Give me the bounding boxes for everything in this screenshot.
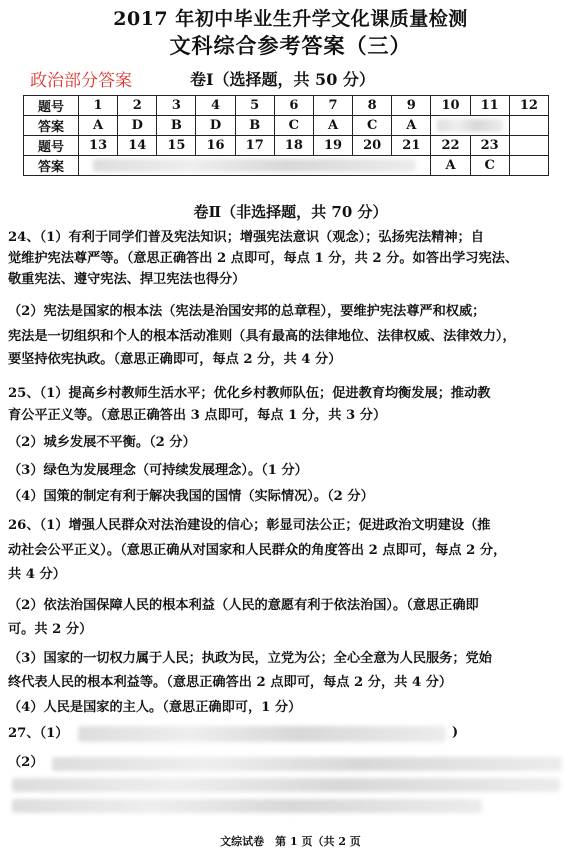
- row-label: 答案: [24, 156, 79, 176]
- answer-line: 育公平正义等。（意思正确答出 3 点即可，每点 1 分，共 3 分）: [8, 408, 387, 423]
- redaction-blur: [12, 799, 482, 813]
- table-cell: 9: [392, 96, 431, 116]
- table-cell: D: [196, 116, 235, 136]
- answer-table: [23, 95, 549, 176]
- table-cell: 13: [79, 136, 118, 156]
- redaction-blur: [78, 726, 446, 742]
- table-cell: 23: [470, 136, 509, 156]
- table-cell: 4: [196, 96, 235, 116]
- table-cell: B: [157, 116, 196, 136]
- answer-line-27-1: 27、（1）: [8, 726, 69, 741]
- table-cell: [509, 156, 548, 176]
- answer-line: 觉维护宪法尊严等。（意思正确答出 2 点即可，每点 1 分，共 2 分。如答出学习宪法、: [8, 251, 519, 266]
- document-subtitle: 文科综合参考答案（三）: [169, 33, 412, 58]
- answer-line: （4）人民是国家的主人。（意思正确即可，1 分）: [8, 700, 302, 715]
- answer-line: 可。共 2 分）: [8, 622, 93, 637]
- table-cell: A: [431, 156, 470, 176]
- table-cell: 22: [431, 136, 470, 156]
- table-cell: 14: [118, 136, 157, 156]
- closing-paren: ): [452, 725, 459, 740]
- table-cell: A: [79, 116, 118, 136]
- answer-line: 25、（1）提高乡村教师生活水平；优化乡村教师队伍；促进教育均衡发展；推动教: [8, 386, 491, 401]
- row-label: 答案: [24, 116, 79, 136]
- section-1-title: 卷Ⅰ（选择题，共 50 分）: [190, 70, 375, 89]
- table-cell: 21: [392, 136, 431, 156]
- row-label: 题号: [24, 96, 79, 116]
- table-cell: 17: [235, 136, 274, 156]
- answer-line: 24、（1）有利于同学们普及宪法知识；增强宪法意识（观念）；弘扬宪法精神；自: [8, 230, 484, 245]
- table-cell: 11: [470, 96, 509, 116]
- table-cell: 8: [353, 96, 392, 116]
- answer-line: 终代表人民的根本利益等。（意思正确答出 2 点即可，每点 2 分，共 4 分）: [8, 675, 453, 690]
- table-cell: 10: [431, 96, 470, 116]
- table-cell: C: [353, 116, 392, 136]
- row-label: 题号: [24, 136, 79, 156]
- redaction-blur: [93, 159, 416, 172]
- section-stamp-label: 政治部分答案: [30, 71, 132, 91]
- table-row-answers-1: [24, 116, 549, 136]
- table-cell: 7: [313, 96, 352, 116]
- answer-line: （2）城乡发展不平衡。（2 分）: [8, 435, 196, 450]
- table-cell: 1: [79, 96, 118, 116]
- table-cell: 19: [313, 136, 352, 156]
- table-cell: A: [392, 116, 431, 136]
- table-cell: D: [118, 116, 157, 136]
- answer-line: 敬重宪法、遵守宪法、捍卫宪法也得分）: [8, 272, 246, 287]
- table-cell: [509, 116, 548, 136]
- redaction-blur: [52, 757, 562, 771]
- answer-line: （4）国策的制定有利于解决我国的国情（实际情况）。（2 分）: [8, 489, 374, 504]
- table-cell: 2: [118, 96, 157, 116]
- table-cell: C: [470, 156, 509, 176]
- table-cell: 20: [353, 136, 392, 156]
- table-cell: B: [235, 116, 274, 136]
- answer-line: 26、（1）增强人民群众对法治建设的信心；彰显司法公正；促进政治文明建设（推: [8, 518, 491, 533]
- redaction-blur: [437, 119, 502, 132]
- table-cell: 6: [274, 96, 313, 116]
- answer-line: （2）依法治国保障人民的根本利益（人民的意愿有利于依法治国）。（意思正确即: [8, 598, 479, 613]
- table-row-numbers-1: [24, 96, 549, 116]
- answer-line: 要坚持依宪执政。（意思正确即可，每点 2 分，共 4 分）: [8, 352, 342, 367]
- redaction-blur: [12, 778, 560, 792]
- section-2-title: 卷Ⅱ（非选择题，共 70 分）: [193, 203, 388, 221]
- answer-line: （2）宪法是国家的根本法（宪法是治国安邦的总章程），要维护宪法尊严和权威；: [8, 304, 486, 319]
- table-cell: [509, 136, 548, 156]
- answer-line: （3）国家的一切权力属于人民；执政为民，立党为公；全心全意为人民服务；党始: [8, 651, 492, 666]
- answer-line-27-2: （2）: [8, 755, 44, 770]
- answer-line: 宪法是一切组织和个人的根本活动准则（具有最高的法律地位、法律权威、法律效力），: [8, 329, 516, 344]
- table-cell: 12: [509, 96, 548, 116]
- table-row-numbers-2: [24, 136, 549, 156]
- table-row-answers-2: [24, 156, 549, 176]
- answer-line: 共 4 分）: [8, 567, 66, 582]
- table-cell: 16: [196, 136, 235, 156]
- table-cell: 5: [235, 96, 274, 116]
- page-footer: 文综试卷 第 1 页（共 2 页: [220, 835, 361, 848]
- document-title: 2017 年初中毕业生升学文化课质量检测: [113, 8, 468, 30]
- table-cell: C: [274, 116, 313, 136]
- redacted-cell: [431, 116, 509, 136]
- answer-line: 动社会公平正义）。（意思正确从对国家和人民群众的角度答出 2 点即可，每点 2 分，: [8, 543, 507, 558]
- answer-line: （3）绿色为发展理念（可持续发展理念）。（1 分）: [8, 463, 308, 478]
- redacted-cell: [79, 156, 431, 176]
- table-cell: 3: [157, 96, 196, 116]
- table-cell: A: [313, 116, 352, 136]
- table-cell: 15: [157, 136, 196, 156]
- table-cell: 18: [274, 136, 313, 156]
